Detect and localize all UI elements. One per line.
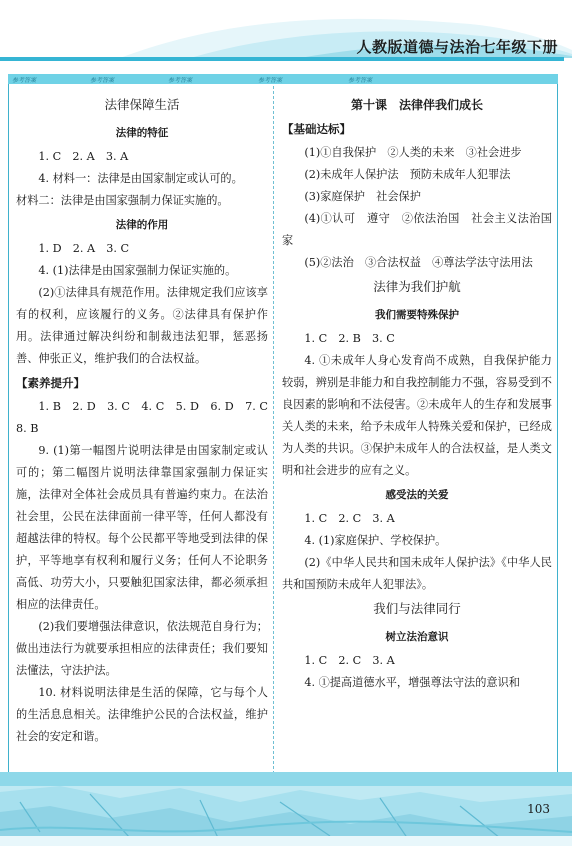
page-header <box>0 0 572 66</box>
subsection-title: 我们需要特殊保护 <box>375 309 459 321</box>
answer-paragraph: (1)①自我保护 ②人类的未来 ③社会进步 <box>304 146 522 159</box>
answer-line: 4. (1)法律是由国家强制力保证实施的。 <box>38 264 237 277</box>
answer-line: 1. B 2. D 3. C 4. C 5. D 6. D 7. C 8. B <box>16 400 280 435</box>
answer-line: 1. C 2. C 3. A <box>304 512 395 525</box>
answer-tab-strip <box>8 74 558 84</box>
section-title: 法律保障生活 <box>104 97 180 112</box>
left-column <box>16 92 280 748</box>
answer-line: 材料二：法律是由国家强制力保证实施的。 <box>16 194 229 207</box>
header-divider <box>0 57 564 61</box>
lesson-title: 第十课 法律伴我们成长 <box>350 98 483 112</box>
section-bracket-title: 【基础达标】 <box>282 122 351 136</box>
subsection-title: 法律的作用 <box>115 219 169 231</box>
answer-paragraph: 4. ①未成年人身心发育尚不成熟，自我保护能力较弱，辨别是非能力和自我控制能力不强，容易受到不良因素的影响和不法侵害。②未成年人的生存和发展事关人类的未来，给予未成年人特殊关爱和保护，已经成为人类的共识。③保护未成年人的合法权益，是人类文明和社会进步的应有之义。 <box>282 354 552 477</box>
answer-line: 1. C 2. B 3. C <box>304 332 395 345</box>
tab-label: 参考答案 <box>168 77 193 84</box>
answer-paragraph: (2)我们要增强法律意识，依法规范自身行为；做出违法行为就要承担相应的法律责任；我们要知法懂法，守法护法。 <box>16 620 268 677</box>
tab-label: 参考答案 <box>90 77 115 84</box>
answer-paragraph: (4)①认可 遵守 ②依法治国 社会主义法治国家 <box>282 212 552 247</box>
answer-paragraph: 10. 材料说明法律是生活的保障，它与每个人的生活息息相关。法律维护公民的合法权益，维护社会的安定和谐。 <box>16 686 268 743</box>
subsection-title: 法律的特征 <box>115 127 169 139</box>
tab-label: 参考答案 <box>348 77 373 84</box>
answer-line: 4. (1)家庭保护、学校保护。 <box>304 534 447 547</box>
answer-paragraph: (2)《中华人民共和国未成年人保护法》《中华人民共和国预防未成年人犯罪法》。 <box>282 556 552 591</box>
footer-decoration <box>0 772 572 846</box>
column-divider <box>273 86 274 774</box>
subsection-title: 树立法治意识 <box>385 631 449 643</box>
section-title: 法律为我们护航 <box>373 279 461 294</box>
subsection-title: 感受法的关爱 <box>385 489 449 501</box>
book-title: 人教版道德与法治七年级下册 <box>356 38 558 56</box>
answer-line: 1. D 2. A 3. C <box>38 242 130 255</box>
answer-paragraph: (2)①法律具有规范作用。法律规定我们应该享有的权利，应该履行的义务。②法律具有保护作用。法律通过解决纠纷和制裁违法犯罪，惩恶扬善、伸张正义，维护我们的合法权益。 <box>16 286 268 365</box>
tab-label: 参考答案 <box>12 77 37 84</box>
footer-map-pattern <box>0 772 572 846</box>
section-title: 我们与法律同行 <box>373 601 461 616</box>
answer-line: 4. 材料一：法律是由国家制定或认可的。 <box>38 172 243 185</box>
section-bracket-title: 【素养提升】 <box>16 376 85 390</box>
answer-line: (3)家庭保护 社会保护 <box>304 190 421 203</box>
tab-label: 参考答案 <box>258 77 283 84</box>
answer-line: (2)未成年人保护法 预防未成年人犯罪法 <box>304 168 511 181</box>
answer-paragraph: 9. (1)第一幅图片说明法律是由国家制定或认可的；第二幅图片说明法律靠国家强制力保证实施，法律对全体社会成员具有普遍约束力。在法治社会里，公民在法律面前一律平等，任何人都没有超越法律的特权。每个公民都平等地受到法律的保护，平等地享有权利和履行义务；任何人不论职务高低、功劳大小，只要触犯国家法律，都必须承担相应的法律责任。 <box>16 444 268 611</box>
right-column <box>282 92 552 694</box>
answer-paragraph: (5)②法治 ③合法权益 ④尊法学法守法用法 <box>304 256 533 269</box>
answer-line: 1. C 2. C 3. A <box>304 654 395 667</box>
page-number: 103 <box>527 802 550 816</box>
answer-line: 4. ①提高道德水平，增强尊法守法的意识和 <box>304 676 520 689</box>
answer-line: 1. C 2. A 3. A <box>38 150 129 163</box>
